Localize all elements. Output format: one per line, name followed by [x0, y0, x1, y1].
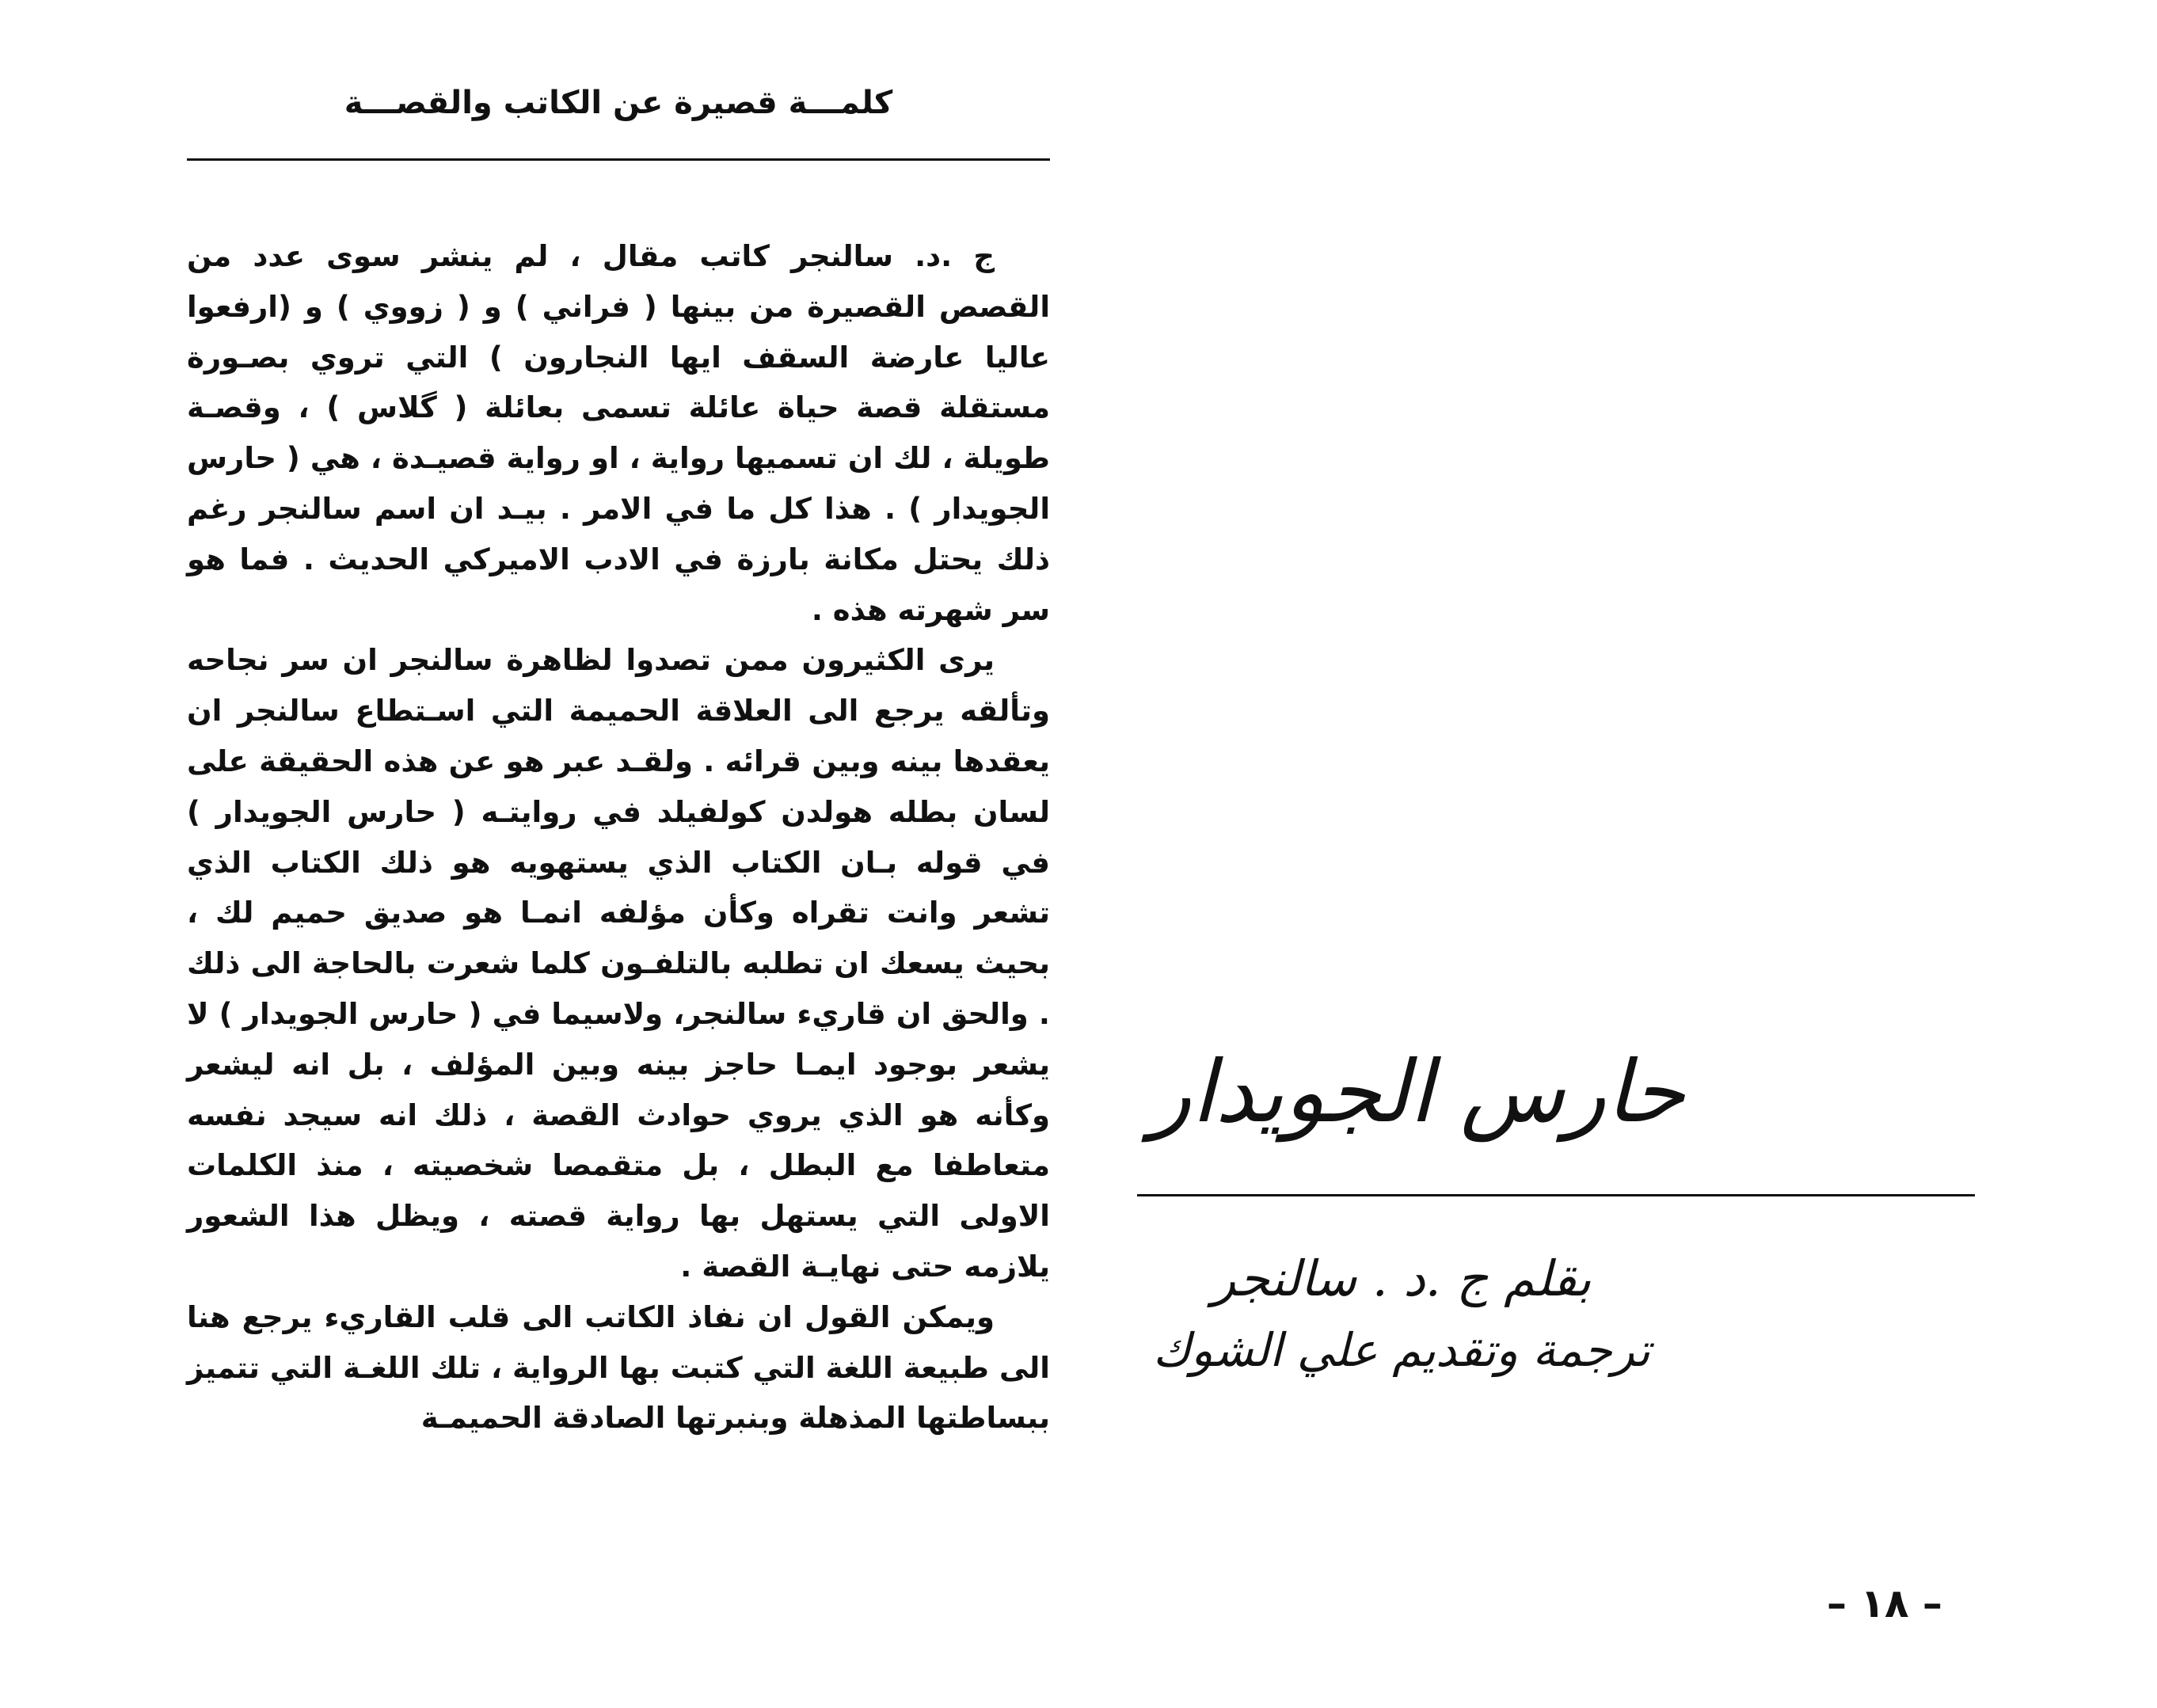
- body-text-column: [187, 231, 1050, 1444]
- header-rule: [187, 158, 1050, 161]
- running-header: كلمـــة قصيرة عن الكاتب والقصـــة: [344, 85, 893, 121]
- title-rule: [1137, 1194, 1975, 1196]
- paragraph-3: ويمكن القول ان نفاذ الكاتب الى قلب القاريء يرجع هنا الى طبيعة اللغة التي كتبت بها الرواية ، تلك اللغـة التي تتميز ببساطتها المذهلة وبنبرتها الصادقة الحميمـة: [187, 1299, 1050, 1436]
- story-title: حارس الجويدار: [1150, 1043, 1685, 1142]
- author-byline: بقلم ج .د . سالنجر: [1212, 1250, 1592, 1307]
- page-number: – ١٨ –: [1827, 1581, 1942, 1626]
- paragraph-1: ج .د. سالنجر كاتب مقال ، لم ينشر سوى عدد من القصص القصيرة من بينها ( فراني ) و ( زووي ) و (ارفعوا عاليا عارضة السقف ايها النجارون ) التي تروي بصـورة مستقلة قصة حياة عائلة تسمى بعائلة ( گلاس ) ، وقصـة طويلة ، لك ان تسميها رواية ، او رواية قصيـدة ، هي ( حارس الجويدار ) . هذا كل ما في الامر . بيـد ان اسم سالنجر رغم ذلك يحتل مكانة بارزة في الادب الاميركي الحديث . فما هو سر شهرته هذه .: [187, 239, 1050, 627]
- paragraph-2: يرى الكثيرون ممن تصدوا لظاهرة سالنجر ان سر نجاحه وتألقه يرجع الى العلاقة الحميمة التي اسـتطاع سالنجر ان يعقدها بينه وبين قرائه . ولقـد عبر هو عن هذه الحقيقة على لسان بطله هولدن كولفيلد في روايتـه ( حارس الجويدار ) في قوله بـان الكتاب الذي يستهويه هو ذلك الكتاب الذي تشعر وانت تقراه وكأن مؤلفه انمـا هو صديق حميم لك ، بحيث يسعك ان تطلبه بالتلفـون كلما شعرت بالحاجة الى ذلك . والحق ان قاريء سالنجر، ولاسيما في ( حارس الجويدار ) لا يشعر بوجود ايمـا حاجز بينه وبين المؤلف ، بل انه ليشعر وكأنه هو الذي يروي حوادث القصة ، ذلك انه سيجد نفسه متعاطفا مع البطل ، بل متقمصا شخصيته ، منذ الكلمات الاولى التي يستهل بها رواية قصته ، ويظل هذا الشعور يلازمه حتى نهايـة القصة .: [187, 643, 1050, 1284]
- translator-credit: ترجمة وتقديم علي الشوك: [1152, 1323, 1651, 1377]
